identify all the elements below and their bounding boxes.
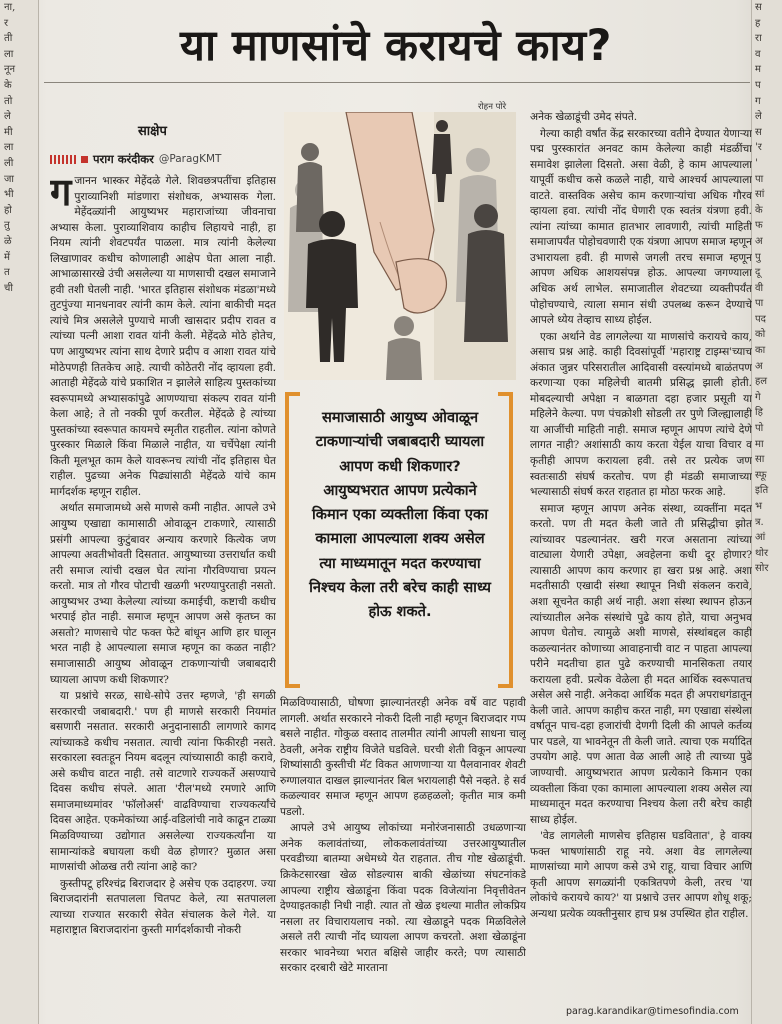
adjacent-column-right bbox=[751, 0, 782, 1024]
adjacent-text-fragment: स bbox=[755, 2, 762, 13]
byline-bar-ornament bbox=[50, 155, 76, 164]
adjacent-text-fragment: तु bbox=[4, 220, 10, 232]
adjacent-text-fragment: म bbox=[755, 64, 761, 76]
adjacent-text-fragment: मा bbox=[755, 438, 764, 450]
adjacent-text-fragment: त bbox=[4, 267, 10, 279]
drop-cap: ग bbox=[50, 174, 72, 214]
article-column-2 bbox=[280, 696, 526, 1024]
adjacent-text-fragment: का bbox=[755, 345, 766, 357]
adjacent-text-fragment: प bbox=[755, 79, 761, 91]
adjacent-text-fragment: जा bbox=[4, 173, 15, 185]
adjacent-text-fragment: अ bbox=[755, 360, 763, 372]
adjacent-text-fragment: हल bbox=[755, 376, 768, 388]
adjacent-text-fragment: स्फू bbox=[755, 469, 767, 481]
pull-quote bbox=[285, 392, 513, 688]
illustration-art bbox=[284, 112, 516, 380]
paragraph: अनेक खेळाडूंची उमेद संपते. bbox=[530, 111, 638, 123]
adjacent-text-fragment: दू bbox=[755, 267, 761, 279]
paragraph: एका अर्थाने वेड लागलेल्या या माणसांचे करायचे काय, असाच प्रश्न आहे. काही दिवसांपूर्वी 'महाराष्ट्र टाइम्स'च्याच अंकात जुन्नर परिसरातील आदिवासी वस्त्यांमध्ये बाळंतपण करणाऱ्या एका महिलेची बातमी प्रसिद्ध झाली होती. मोबदल्याची अपेक्षा न बाळगता दहा हजार प्रसूती या महिलेने केल्या. पण पंचक्रोशी सोडली तर पुणे जिल्ह्यालाही या आजींची माहिती नाही. समाज म्हणून आपण त्यांचे देणे लागत नाही? अशांसाठी काय करता येईल याचा विचार व कृतीही आपण करायला हवी. तसे तर प्रत्येक जण स्वतःसाठी संघर्ष करतोच. पण ही मंडळी समाजाच्या भल्यासाठी संघर्ष करत राहतात हा मोठा फरक आहे. bbox=[530, 330, 752, 499]
adjacent-text-fragment: तो bbox=[4, 95, 13, 107]
paragraph: या प्रश्नांचे सरळ, साधे-सोपे उत्तर म्हणजे, 'ही सगळी सरकारची जबाबदारी.' पण ही माणसे सरकारी नियमांत बसणारी नसतात. सरकारी अनुदानासाठी लागणारे कागद त्यांच्याकडे कधीच नसतात. त्याची त्यांना फिकीरही नसते. सरकारला स्वतःहून नियम बदलून त्यांच्यासाठी काही करावे, असे कधीच वाटत नाही. तसे वाटणारे राज्यकर्ते असण्याचे दिवस कधीच संपले. आता 'रील'मध्ये रमणारे आणि समाजमाध्यमांवर 'फॉलोअर्स' वाढविण्याचा राज्यकर्त्यांचे दिवस आहेत. एकमेकांच्या आई-वडिलांची नावे काढून टाळ्या मिळविण्याच्या उद्योगात असलेल्या राज्यकर्त्यांना या सामान्यांकडे बघायला कधी वेळ होणार? मुळात असा माणसांची ओळख तरी त्यांना आहे का? bbox=[50, 690, 276, 874]
adjacent-text-fragment: भ bbox=[755, 501, 763, 512]
adjacent-text-fragment: वी bbox=[755, 282, 764, 294]
adjacent-text-fragment: सोर bbox=[755, 563, 769, 575]
paragraph: आपले उभे आयुष्य लोकांच्या मनोरंजनासाठी उधळणाऱ्या अनेक कलावंतांच्या, लोककलावंतांच्या उत्तरआयुष्यातील परवडीच्या बातम्या अधेमध्ये येत राहतात. तीच गोष्ट खेळाडूंची. क्रिकेटसारखा खेळ सोडल्यास बाकी खेळांच्या संघटनांकडे आपल्या राष्ट्रीय खेळाडूंना किंवा पदक विजेत्यांना निवृत्तीवेतन देण्याइतकाही निधी नाही. त्यात तो खेळ इथल्या मातीत लोकप्रिय नसला तर विचारायलाच नको. त्या खेळाडूने पदक मिळविलेले असले तरी त्याची नोंद घ्यायला आपण कचरतो. अशा खेळाडूंना सरकार भावनेच्या भरात बक्षिसे जाहीर करते; पण त्यासाठी सरकार दरबारी खेटे मारताना bbox=[280, 822, 526, 975]
author-name: पराग करंदीकर bbox=[93, 151, 154, 166]
adjacent-text-fragment: सा bbox=[755, 454, 765, 466]
headline-rule bbox=[44, 82, 750, 83]
adjacent-text-fragment: में bbox=[4, 251, 10, 263]
adjacent-text-fragment: गे bbox=[755, 391, 761, 403]
adjacent-text-fragment: हो bbox=[4, 204, 12, 216]
adjacent-text-fragment: ले bbox=[755, 111, 762, 123]
adjacent-text-fragment: इति bbox=[755, 485, 769, 497]
adjacent-text-fragment: पा bbox=[755, 173, 764, 185]
adjacent-text-fragment: अ bbox=[755, 235, 763, 247]
illustration-credit: रोहन पोरे bbox=[478, 102, 507, 112]
adjacent-text-fragment: र bbox=[4, 17, 9, 29]
adjacent-text-fragment: ती bbox=[4, 33, 13, 45]
adjacent-text-fragment: आं bbox=[755, 532, 766, 544]
paragraph: अर्थात समाजामध्ये असे माणसे कमी नाहीत. आपले उभे आयुष्य एखाद्या कामासाठी ओवाळून टाकणारे, त्यासाठी प्रसंगी आपल्या कुटुंबावर अन्याय करणारे कित्येक जण आपल्या अवतीभोवती दिसतात. आयुष्याच्या उत्तरार्धात कधी तरी समाज त्यांची दखल घेत त्यांना गौरविण्याचा प्रयत्न करतो. मात्र तो गौरव पोटाची खळगी भरण्यापुरताही नसतो. आयुष्यभर उभ्या केलेल्या त्यांच्या कमाईची, कष्टाची कधीच भरपाई होत नाही. समाज म्हणून आपण असे कृतघ्न का असतो? माणसाचे पोट फक्त फेटे बांधून आणि हार घालून भरत नाही हे आपल्याला समाज म्हणून का कळत नाही? समाजासाठी आयुष्य ओवाळून टाकणाऱ्यांची जबाबदारी घ्यायला आपण कधी शिकणार? bbox=[50, 502, 276, 686]
adjacent-text-fragment: भी bbox=[4, 189, 14, 201]
adjacent-text-fragment: 'र bbox=[755, 142, 762, 154]
article-column-1 bbox=[50, 174, 276, 1024]
adjacent-text-fragment: ना, bbox=[4, 2, 16, 13]
adjacent-text-fragment: ची bbox=[4, 282, 13, 294]
paragraph: 'वेड लागलेली माणसेच इतिहास घडवितात', हे वाक्य फक्त भाषणांसाठी राहू नये. अशा वेड लागलेल्या माणसांच्या मागे आपण कसे उभे राहू, याचा विचार आणि कृती आपण सगळ्यांनी एकत्रितपणे केली, तरच 'या लोकांचे करायचे काय?' या प्रश्नाचे उत्तर आपण शोधू शकू; अन्यथा प्रत्येक व्यक्तीनुसार हाच प्रश्न उपस्थित होत राहील. bbox=[530, 830, 752, 920]
adjacent-text-fragment: ' bbox=[755, 157, 758, 169]
adjacent-text-fragment: ह bbox=[755, 17, 761, 29]
adjacent-text-fragment: पद bbox=[755, 313, 766, 325]
adjacent-text-fragment: ला bbox=[4, 48, 14, 60]
byline bbox=[50, 150, 276, 168]
adjacent-text-fragment: मी bbox=[4, 126, 13, 138]
adjacent-text-fragment: त्र. bbox=[755, 516, 764, 528]
adjacent-text-fragment: पु bbox=[755, 251, 761, 263]
author-handle: @ParagKMT bbox=[158, 153, 222, 165]
adjacent-text-fragment: रा bbox=[755, 33, 762, 45]
author-email: parag.karandikar@timesofindia.com bbox=[566, 1006, 739, 1017]
paragraph-text: जानन भास्कर मेहेंदळे गेले. शिवछत्रपतींचा इतिहास पुराव्यानिशी मांडणारा संशोधक, अभ्यासक गेला. मेहेंदळ्यांनी आयुष्यभर महाराजांच्या जीवनाचा अभ्यास केला. पुराव्याशिवाय काहीच लिहायचे नाही, हा नियम त्यांनी शेवटपर्यंत पाळला. मात्र त्यांनी केलेल्या लिखाणावर कधीच कोणालाही आक्षेप घेता आला नाही. आभाळासारखे उंची असलेल्या या माणसाची दखल समाजाने हवी तशी घेतली नाही. 'भारत इतिहास संशोधक मंडळा'मध्ये तुटपुंज्या मानधनावर त्यांनी काम केले. त्यांना बाकीची मदत त्यांचे मित्र असलेले पुण्याचे माजी खासदार प्रदीप रावत व त्यांच्या पत्नी आशा रावत यांनी केली. मेहेंदळे मोठे होतेच, पण आयुष्यभर त्यांना साथ देणारे प्रदीप व आशा रावत यांचे मोठेपणही तितकेच आहे. त्याची कोठेतरी नोंद व्हायला हवी. आताही मेहेंदळे यांचे प्रकाशित न झालेले साहित्य पुस्तकांच्या स्वरूपामध्ये अभ्यासकांपुढे आणण्याचा संकल्प रावत यांनी केला आहे; ते तो नक्की पूर्ण करतील. मेहेंदळे हे त्यांच्या पुस्तकांच्या स्वरूपात कायमचे स्मृतीत राहतील. त्यांना कोणते पुरस्कार मिळाले किंवा मिळाले नाहीत, या चर्चेपेक्षा त्यांनी किती मूलभूत काम केले यावरूनच त्यांची नोंद इतिहास घेत राहील. पुढच्या अनेक पिढ्यांसाठी मेहेंदळे यांचे काम मार्गदर्शक म्हणून राहील. bbox=[50, 175, 276, 498]
adjacent-text-fragment: सां bbox=[755, 189, 765, 201]
adjacent-text-fragment: नून bbox=[4, 64, 16, 76]
adjacent-text-fragment: ले bbox=[4, 111, 11, 123]
adjacent-text-fragment: व bbox=[755, 48, 761, 60]
adjacent-text-fragment: के bbox=[755, 204, 763, 216]
quote-bracket-right bbox=[498, 392, 513, 688]
adjacent-text-fragment: स bbox=[755, 126, 762, 138]
byline-square-ornament bbox=[81, 156, 88, 163]
adjacent-text-fragment: पो bbox=[755, 423, 764, 435]
adjacent-text-fragment: हि bbox=[755, 407, 763, 419]
adjacent-text-fragment: के bbox=[4, 79, 12, 91]
quote-bracket-left bbox=[285, 392, 300, 688]
adjacent-text-fragment: फ bbox=[755, 220, 763, 232]
paragraph: कुस्तीपटू हरिश्चंद्र बिराजदार हे असेच एक उदाहरण. ज्या बिराजदारांनी सतपालला चितपट केले, त्या सतपालला त्याच्या राज्यात सरकारी सेवेत संचालक केले गेले. या महाराष्ट्रात बिराजदारांना कुस्ती मार्गदर्शकाची नोकरी bbox=[50, 877, 276, 937]
adjacent-text-fragment: ली bbox=[4, 157, 14, 169]
article-column-3 bbox=[530, 110, 752, 1024]
adjacent-text-fragment: को bbox=[755, 329, 766, 341]
paragraph: मिळविण्यासाठी, घोषणा झाल्यानंतरही अनेक वर्षे वाट पहावी लागली. अर्थात सरकारने नोकरी दिली नाही म्हणून बिराजदार गप्प बसले नाहीत. गोकुळ वस्ताद तालमीत त्यांनी आपली साधना चालू ठेवली, अनेक राष्ट्रीय विजेते घडविले. घरची शेती विकून आपल्या शिष्यांसाठी कुस्तीची मॅट विकत आणणाऱ्या या पैलवानावर शेवटी रुग्णालयात दाखल झाल्यानंतर बिल भरायलाही पैसे नव्हते. हे सर्व कळल्यावर समाज म्हणून आपण हळहळलो; कृतीत मात्र कमी पडलो. bbox=[280, 697, 526, 818]
adjacent-text-fragment: ग bbox=[755, 95, 761, 107]
adjacent-column-left bbox=[0, 0, 39, 1024]
adjacent-text-fragment: थोर bbox=[755, 547, 769, 559]
pull-quote-text: समाजासाठी आयुष्य ओवाळून टाकणाऱ्यांची जबाबदारी घ्यायला आपण कधी शिकणार? आयुष्यभरात आपण प्रत्येकाने किमान एका व्यक्तीला किंवा एका कामाला आपल्याला शक्य असेल त्या माध्यमातून मदत करण्याचा निश्चय केला तरी बरेच काही साध्य होऊ शकते. bbox=[309, 409, 491, 621]
paragraph: गेल्या काही वर्षांत केंद्र सरकारच्या वतीने देण्यात येणाऱ्या पद्म पुरस्कारांत अनवट काम केलेल्या काही मंडळींचा समावेश झालेला दिसतो. असा वेळी, हे काम आपल्याला यापूर्वी कधीच कसे कळले नाही, याचे आश्चर्य आपल्याला वाटते. वास्तविक असेच काम करणाऱ्यांचा अधिक गौरव व्हायला हवा. त्यांची नोंद घेणारी एक स्वतंत्र यंत्रणा हवी. त्यांना त्यांच्या कामात हातभार लावणारी, त्यांची माहिती समाजापर्यंत पोहोचवणारी एक यंत्रणा आपण समाज म्हणून उभारायला हवी. ही माणसे जगली तरच समाज म्हणून आपण अधिक आशयसंपन्न होऊ. आपल्या जगण्याला अधिक अर्थ लाभेल. समाजातील शेवटच्या व्यक्तीपर्यंत पोहोचण्याचे, त्याला समान संधी उपलब्ध करून देण्याचे आपले ध्येय तेव्हाच साध्य होईल. bbox=[530, 127, 752, 327]
headline: या माणसांचे करायचे काय? bbox=[180, 21, 612, 71]
adjacent-text-fragment: पा bbox=[755, 298, 764, 310]
illustration bbox=[284, 112, 516, 380]
paragraph bbox=[50, 174, 276, 500]
section-label: साक्षेप bbox=[138, 124, 167, 139]
adjacent-text-fragment: ळे bbox=[4, 235, 12, 247]
adjacent-text-fragment: ला bbox=[4, 142, 14, 154]
paragraph: समाज म्हणून आपण अनेक संस्था, व्यक्तींना मदत करतो. पण ती मदत केली जाते ती प्रसिद्धीचा झोत त्यांच्यावर पडल्यानंतर. खरी गरज असताना त्यांच्या वाट्याला येणारी उपेक्षा, अवहेलना कधी दूर होणार? त्यासाठी आपण काय करणार हा खरा प्रश्न आहे. अशा मदतीसाठी एखादी संस्था स्थापून निधी संकलन करावे, अशा सूचनेत काही अर्थ नाही. अशा संस्था स्थापन होऊन त्यांच्यातील अनेक संस्थांचे पुढे काय होते, याचा अनुभव आपण घेतोच. त्यामुळे अशी माणसे, संस्थांबद्दल काही कळल्यानंतर कोणाच्या आवाहनाची वाट न पाहता आपल्या परीने मदतीचा हात पुढे करण्याची मानसिकता तयार करायला हवी. प्रत्येक वेळेला ही मदत आर्थिक स्वरूपातच असेल असे नाही. अनेकदा आर्थिक मदत ही अपराधगंडातून केली जाते. आपण काहीच करत नाही, मग एखाद्या संस्थेला वर्षातून पाच-दहा हजारांची देणगी दिली की आपले कर्तव्य पार पडले, या भावनेतून ती केली जाते. त्याचा एक मर्यादित उपयोग आहे. पण आता वेळ आली आहे ती त्याच्या पुढे जाण्याची. आयुष्यभरात आपण प्रत्येकाने किमान एका व्यक्तीला किंवा एका कामाला आपल्याला शक्य असेल त्या माध्यमातून मदत करण्याचा निश्चय केला तरी बरेच काही साध्य होईल. bbox=[530, 502, 752, 826]
